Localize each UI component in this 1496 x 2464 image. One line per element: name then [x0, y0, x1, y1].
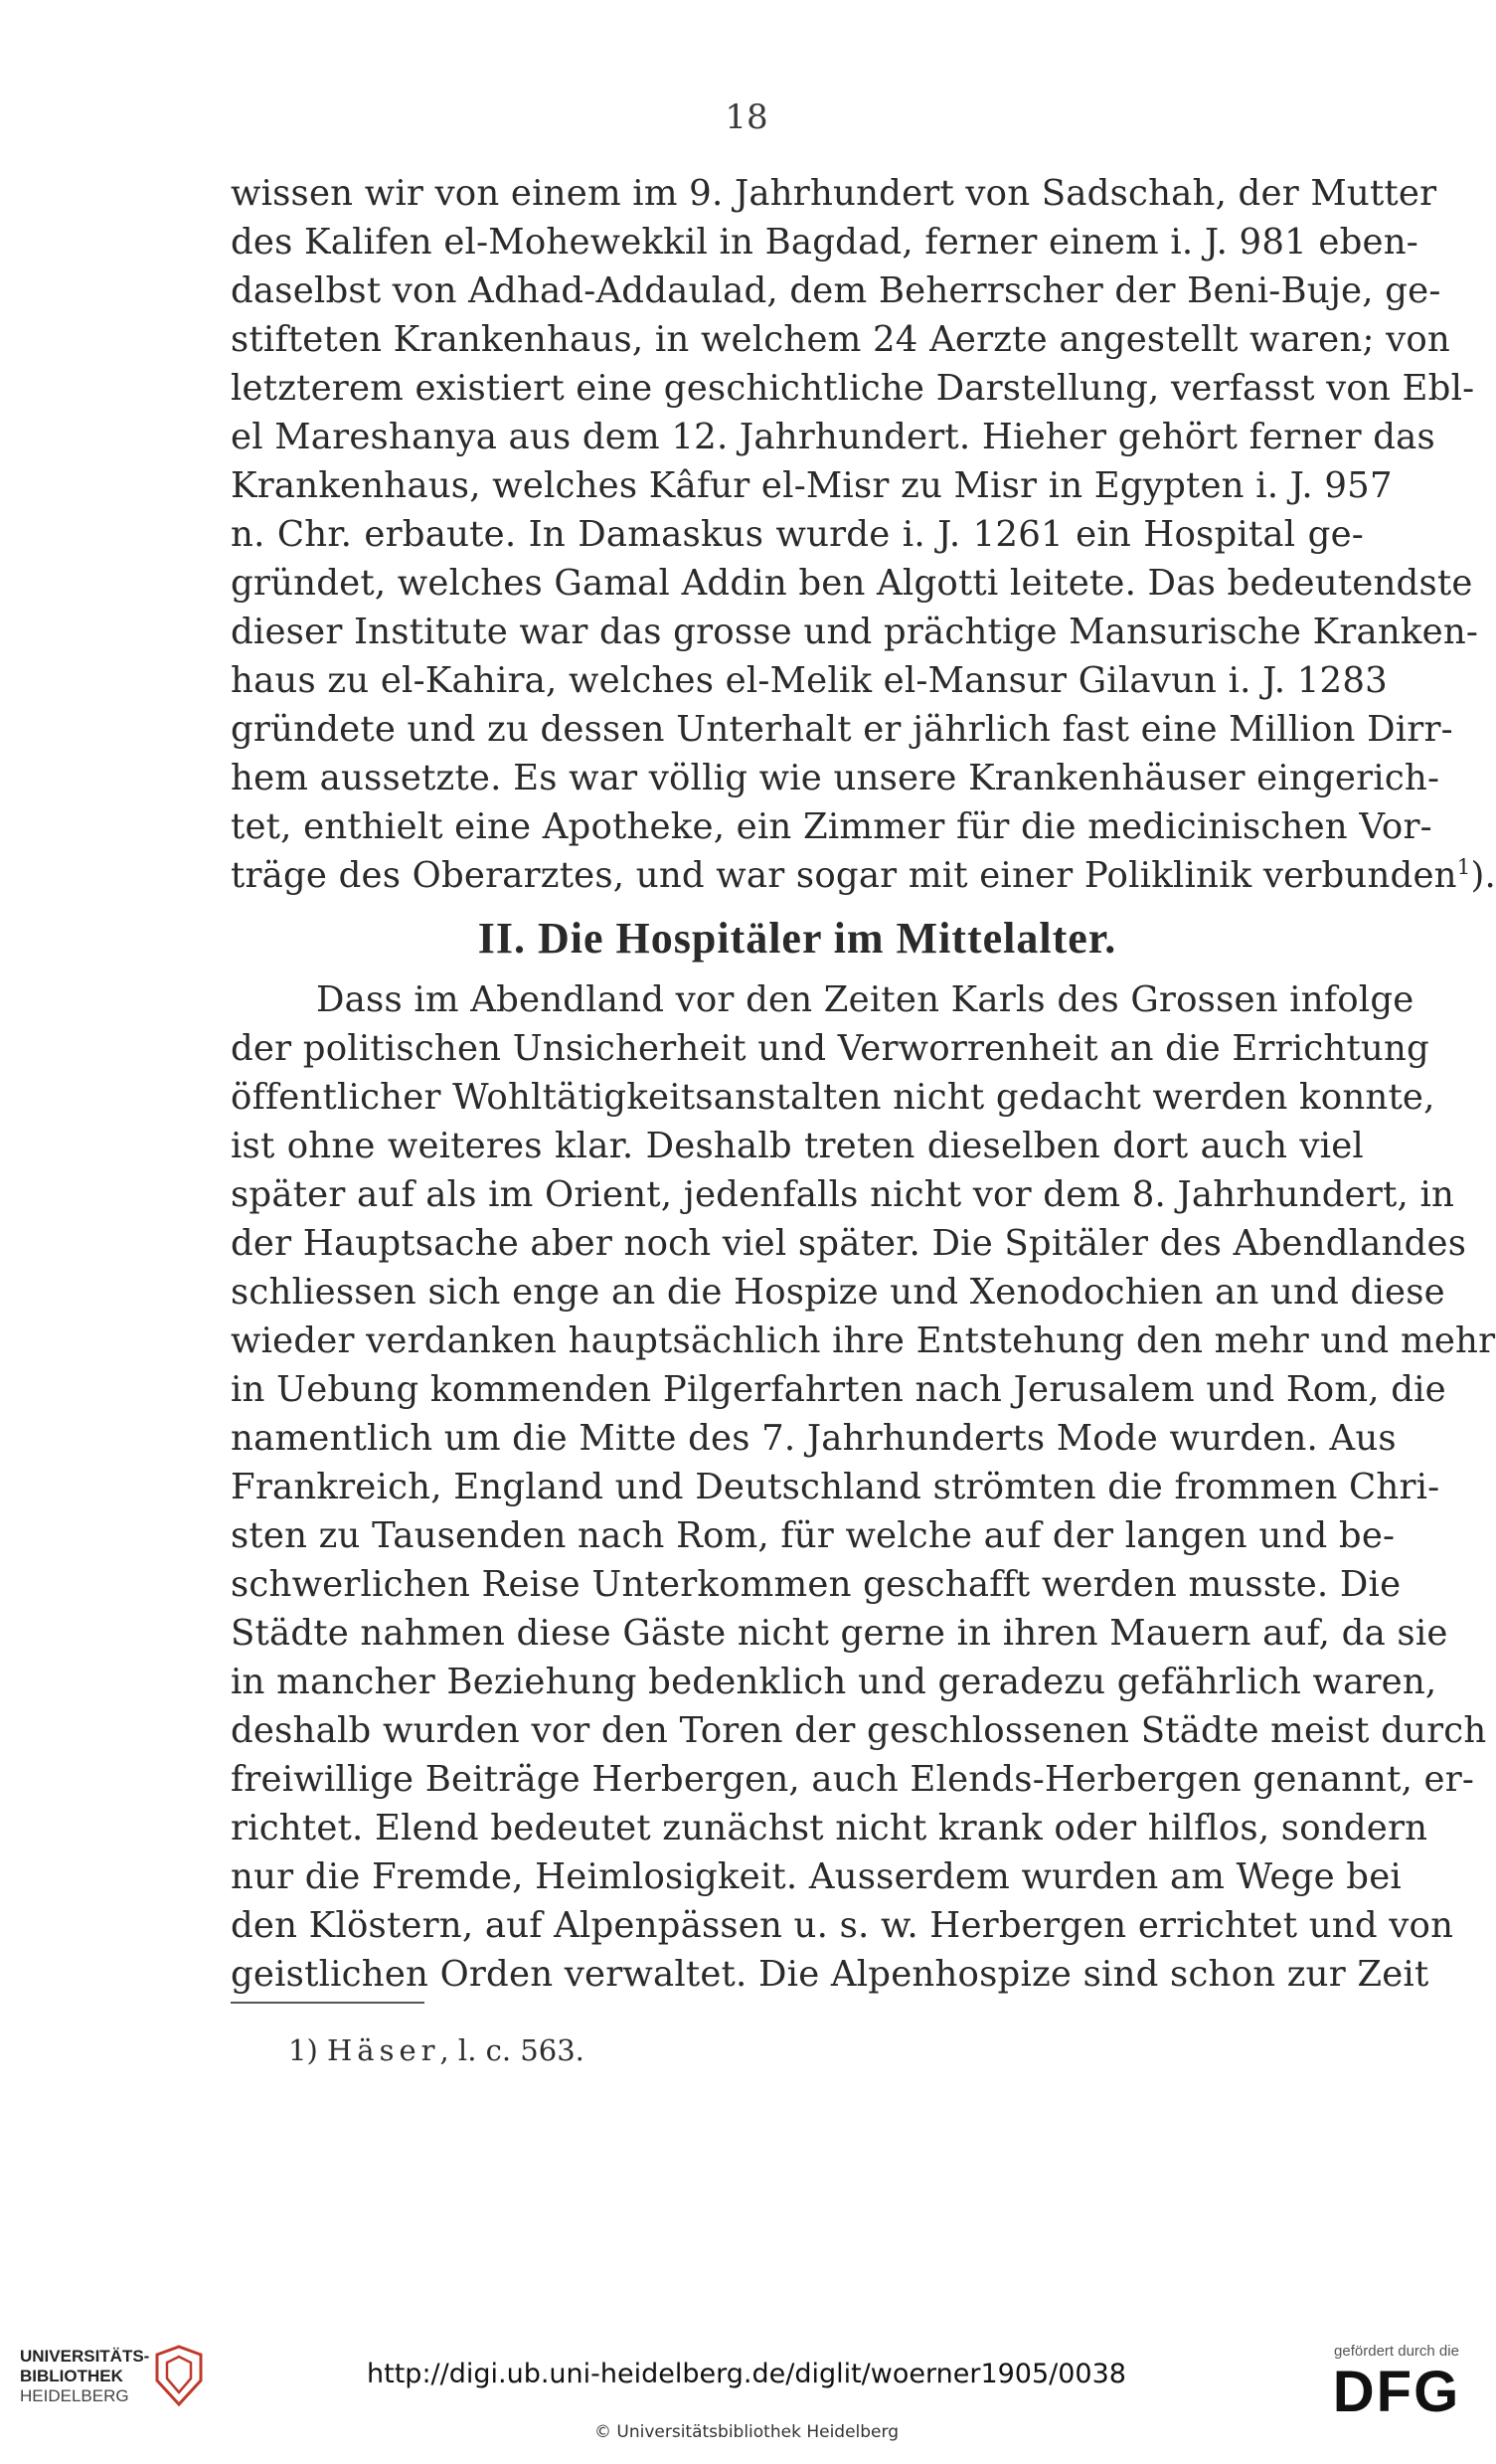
section-heading: II. Die Hospitäler im Mittelalter. [477, 914, 1117, 963]
text-line: nur die Fremde, Heimlosigkeit. Ausserdem wurden am Wege bei [231, 1856, 1402, 1897]
paragraph-2 [231, 975, 1496, 1999]
text-line: geistlichen Orden verwaltet. Die Alpenhospize sind schon zur Zeit [231, 1954, 1429, 1995]
text-line: träge des Oberarztes, und war sogar mit einer Poliklinik verbunden$^1$). [231, 855, 1496, 896]
text-line: öffentlicher Wohltätigkeitsanstalten nicht gedacht werden konnte, [231, 1077, 1435, 1118]
copyright-notice: © Universitätsbibliothek Heidelberg [593, 2422, 899, 2442]
permalink-url[interactable]: http://digi.ub.uni-heidelberg.de/diglit/woerner1905/0038 [367, 2359, 1126, 2389]
text-line: tet, enthielt eine Apotheke, ein Zimmer für die medicinischen Vor- [231, 806, 1432, 847]
text-line: dieser Institute war das grosse und prächtige Mansurische Kranken- [231, 612, 1479, 652]
text-line: stifteten Krankenhaus, in welchem 24 Aerzte angestellt waren; von [231, 319, 1450, 360]
text-line: sten zu Tausenden nach Rom, für welche auf der langen und be- [231, 1515, 1396, 1556]
footnote-reference: , l. c. 563. [439, 2033, 584, 2067]
text-line: der Hauptsache aber noch viel später. Die Spitäler des Abendlandes [231, 1223, 1467, 1264]
text-line: el Mareshanya aus dem 12. Jahrhundert. Hieher gehört ferner das [231, 417, 1435, 457]
dfg-wordmark: DFG [1332, 2360, 1461, 2424]
footnote-author: Häser [326, 2033, 440, 2067]
text-line: Krankenhaus, welches Kâfur el-Misr zu Misr in Egypten i. J. 957 [231, 465, 1393, 506]
paragraph-1 [231, 169, 1496, 900]
text-line: Dass im Abendland vor den Zeiten Karls des Grossen infolge [316, 979, 1414, 1020]
text-line: den Klöstern, auf Alpenpässen u. s. w. Herbergen errichtet und von [231, 1905, 1454, 1946]
library-name-line2: BIBLIOTHEK [20, 2367, 123, 2385]
text-line: in mancher Beziehung bedenklich und geradezu gefährlich waren, [231, 1662, 1437, 1702]
text-line: freiwillige Beiträge Herbergen, auch Elends-Herbergen genannt, er- [231, 1759, 1475, 1800]
footnote [288, 2033, 584, 2067]
text-line: gründete und zu dessen Unterhalt er jährlich fast eine Million Dirr- [231, 709, 1453, 750]
text-line: schwerlichen Reise Unterkommen geschafft werden musste. Die [231, 1564, 1402, 1605]
dfg-logo [1312, 2343, 1481, 2442]
text-line: der politischen Unsicherheit und Verworrenheit an die Errichtung [231, 1028, 1429, 1069]
footnote-marker: 1 [1456, 855, 1471, 881]
text-line: haus zu el-Kahira, welches el-Melik el-Mansur Gilavun i. J. 1283 [231, 660, 1388, 701]
footnote-divider [231, 2002, 424, 2004]
paragraph-end: ). [1470, 855, 1496, 896]
library-name-line3: HEIDELBERG [20, 2386, 129, 2405]
dfg-tagline: gefördert durch die [1334, 2343, 1459, 2360]
library-name-line1: UNIVERSITÄTS- [20, 2347, 150, 2366]
text-line: Frankreich, England und Deutschland strömten die frommen Chri- [231, 1467, 1440, 1507]
text-line: hem aussetzte. Es war völlig wie unsere Krankenhäuser eingerich- [231, 758, 1440, 798]
text-line: letzterem existiert eine geschichtliche Darstellung, verfasst von Ebl- [231, 368, 1475, 409]
text-line: namentlich um die Mitte des 7. Jahrhunderts Mode wurden. Aus [231, 1418, 1397, 1459]
text-line: deshalb wurden vor den Toren der geschlossenen Städte meist durch [231, 1710, 1487, 1751]
text-line: schliessen sich enge an die Hospize und Xenodochien an und diese [231, 1272, 1445, 1313]
text-line: wissen wir von einem im 9. Jahrhundert von Sadschah, der Mutter [231, 173, 1437, 214]
text-line: Städte nahmen diese Gäste nicht gerne in ihren Mauern auf, da sie [231, 1613, 1448, 1654]
text-line: des Kalifen el-Mohewekkil in Bagdad, ferner einem i. J. 981 eben- [231, 222, 1418, 263]
text-line: daselbst von Adhad-Addaulad, dem Beherrscher der Beni-Buje, ge- [231, 270, 1441, 311]
body-text [231, 169, 1496, 1999]
text-line: ist ohne weiteres klar. Deshalb treten dieselben dort auch viel [231, 1126, 1364, 1166]
text-line: gründet, welches Gamal Addin ben Algotti leitete. Das bedeutendste [231, 563, 1473, 604]
footnote-number: 1) [288, 2033, 318, 2067]
page-number: 18 [725, 97, 768, 137]
text-line: n. Chr. erbaute. In Damaskus wurde i. J. 1261 ein Hospital ge- [231, 514, 1364, 555]
text-line: wieder verdanken hauptsächlich ihre Entstehung den mehr und mehr [231, 1320, 1496, 1361]
text-line: später auf als im Orient, jedenfalls nicht vor dem 8. Jahrhundert, in [231, 1174, 1455, 1215]
text-line: richtet. Elend bedeutet zunächst nicht krank oder hilflos, sondern [231, 1808, 1428, 1848]
text-line: in Uebung kommenden Pilgerfahrten nach Jerusalem und Rom, die [231, 1369, 1446, 1410]
